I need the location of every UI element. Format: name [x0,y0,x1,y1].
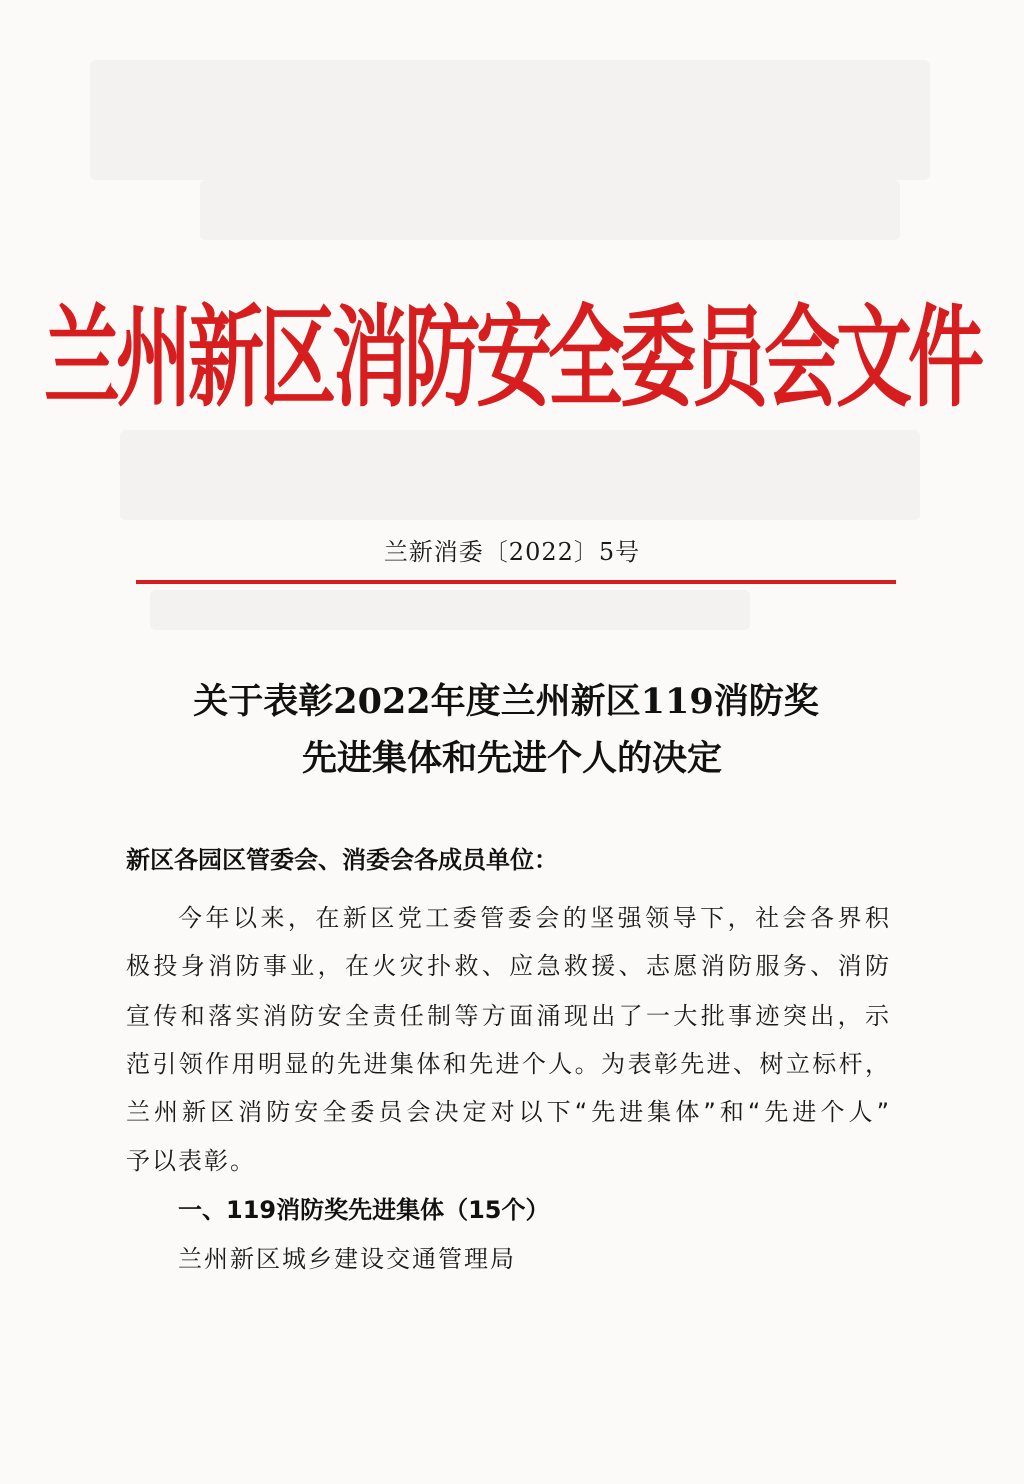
scan-shadow [150,590,750,630]
body-paragraph-line: 兰州新区消防安全委员会决定对以下“先进集体”和“先进个人” [126,1098,891,1126]
scan-shadow [120,430,920,520]
document-title-line-1: 关于表彰2022年度兰州新区119消防奖 [193,681,819,722]
section-heading: 一、119消防奖先进集体（15个） [178,1196,550,1224]
body-paragraph-line: 范引领作用明显的先进集体和先进个人。为表彰先进、树立标杆， [126,1050,891,1078]
document-title-line-2: 先进集体和先进个人的决定 [301,738,722,779]
scan-shadow [200,180,900,240]
red-separator-line [136,580,896,584]
body-paragraph-line: 宣传和落实消防安全责任制等方面涌现出了一大批事迹突出，示 [126,1002,891,1030]
body-paragraph-line: 予以表彰。 [126,1147,256,1175]
body-paragraph-line: 极投身消防事业，在火灾扑救、应急救援、志愿消防服务、消防 [126,952,891,980]
list-item: 兰州新区城乡建设交通管理局 [178,1245,516,1273]
addressee: 新区各园区管委会、消委会各成员单位： [126,846,558,874]
document-masthead: 兰州新区消防安全委员会文件 [44,293,980,423]
scan-shadow [90,60,930,180]
document-number: 兰新消委〔2022〕5号 [383,538,641,566]
body-paragraph-line: 今年以来，在新区党工委管委会的坚强领导下，社会各界积 [178,904,891,932]
